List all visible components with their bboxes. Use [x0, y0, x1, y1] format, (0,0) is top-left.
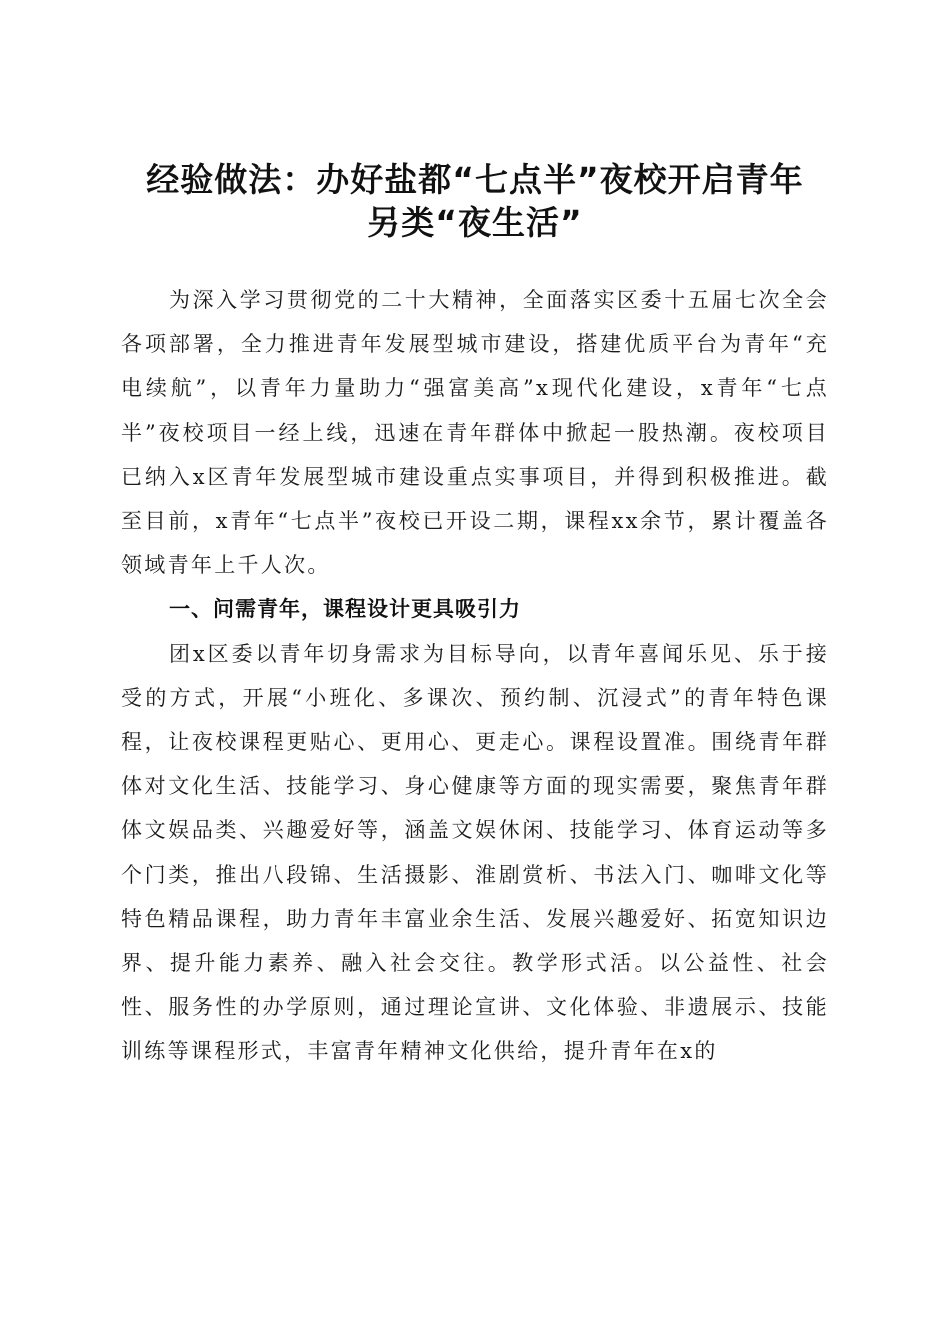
document-title-line-2: 另类“夜生活”: [367, 203, 583, 243]
section-1-paragraph: 团x区委以青年切身需求为目标导向，以青年喜闻乐见、乐于接受的方式，开展“小班化、多课次、预约制、沉浸式”的青年特色课程，让夜校课程更贴心、更用心、更走心。课程设置准。围绕青年群体对文化生活、技能学习、身心健康等方面的现实需要，聚焦青年群体文娱品类、兴趣爱好等，涵盖文娱休闲、技能学习、体育运动等多个门类，推出八段锦、生活摄影、淮剧赏析、书法入门、咖啡文化等特色精品课程，助力青年丰富业余生活、发展兴趣爱好、拓宽知识边界、提升能力素养、融入社会交往。教学形式活。以公益性、社会性、服务性的办学原则，通过理论宣讲、文化体验、非遗展示、技能训练等课程形式，丰富青年精神文化供给，提升青年在x的: [121, 641, 829, 1064]
intro-paragraph: 为深入学习贯彻党的二十大精神，全面落实区委十五届七次全会各项部署，全力推进青年发展型城市建设，搭建优质平台为青年“充电续航”，以青年力量助力“强富美高”x现代化建设，x青年“七点半”夜校项目一经上线，迅速在青年群体中掀起一股热潮。夜校项目已纳入x区青年发展型城市建设重点实事项目，并得到积极推进。截至目前，x青年“七点半”夜校已开设二期，课程xx余节，累计覆盖各领域青年上千人次。: [121, 288, 829, 578]
section-1-heading: 一、问需青年，课程设计更具吸引力: [169, 597, 521, 622]
document-body: [121, 278, 829, 1074]
document-title-line-1: 经验做法：办好盐都“七点半”夜校开启青年: [146, 160, 804, 200]
document-title: [110, 158, 840, 244]
